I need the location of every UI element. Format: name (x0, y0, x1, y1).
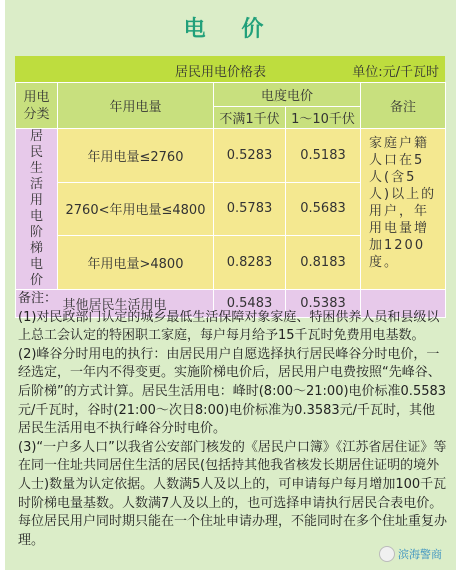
header-note: 备注 (361, 83, 446, 129)
table-cell: 0.5683 (286, 182, 361, 236)
unit-label: 单位:元/千瓦时 (352, 65, 439, 80)
note-item: (2)峰谷分时用电的执行：由居民用户自愿选择执行居民峰谷分时电价，一经选定，一年内不得变更。实施阶梯电价后，居民用户电费按照“先峰谷、后阶梯”的方式计算。居民生活用电：峰时(8:00～21:00)电价标准0.5583元/千瓦时，谷时(21:00～次日8:00)电价标准为0.3583元/千瓦时，其他居民生活用电不执行峰谷分时电价。 (18, 346, 447, 437)
header-annual: 年用电量 (58, 83, 214, 129)
header-category: 用电分类 (16, 83, 58, 129)
table-cell: 0.8183 (286, 236, 361, 290)
note-item: (3)“一户多人口”以我省公安部门核发的《居民户口簿》《江苏省居住证》等在同一住址共同居住生活的居民(包括持其他我省核发长期居住证明的境外人士)数量为认定依据。人数满5人及以上的，可申请每户每月增加100千瓦时阶梯电量基数。人数满7人及以上的，也可选择申请执行居民合表电价。每位居民用户同时期只能在一个住址申请办理，不能同时在多个住址重复办理。 (18, 439, 448, 548)
table-row-range: 年用电量≤2760 (58, 129, 214, 183)
table-cell: 0.8283 (214, 236, 286, 290)
page-title: 电 价 (183, 16, 278, 42)
table-cell: 0.5383 (286, 290, 361, 318)
table-cell: 0.5183 (286, 129, 361, 183)
table-cell: 0.5783 (214, 182, 286, 236)
table-cell: 0.5483 (214, 290, 286, 318)
note-item: (1)对民政部门认定的城乡最低生活保障对象家庭、特困供养人员和县级以上总工会认定的特困职工家庭，每户每月给予15千瓦时免费用电基数。 (18, 309, 440, 344)
wechat-logo-icon (379, 546, 395, 562)
header-col2: 1～10千伏 (286, 107, 361, 129)
table-cell: 0.5283 (214, 129, 286, 183)
row-note: 家庭户籍人口在5人(含5人)以上的用户，年用电量增加1200度。 (361, 129, 446, 290)
table-caption: 居民用电价格表 (175, 65, 267, 80)
category-cell: 居民生活用电阶梯电价 (16, 129, 58, 290)
watermark-text: 滨海警商 (398, 548, 442, 561)
document-page (5, 0, 456, 570)
other-label: 其他居民生活用电 (16, 290, 214, 318)
price-table (15, 82, 446, 318)
table-row-range: 年用电量>4800 (58, 236, 214, 290)
watermark (379, 546, 442, 562)
table-header-bar (15, 56, 445, 82)
header-price: 电度电价 (214, 83, 361, 107)
table-row-range: 2760<年用电量≤4800 (58, 182, 214, 236)
notes-heading: 备注： (18, 291, 58, 306)
notes-section (18, 290, 448, 550)
header-col1: 不满1千伏 (214, 107, 286, 129)
